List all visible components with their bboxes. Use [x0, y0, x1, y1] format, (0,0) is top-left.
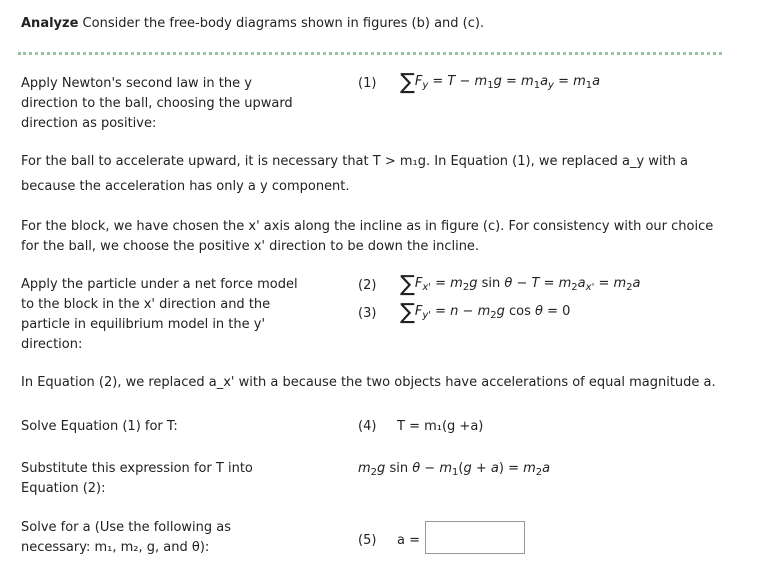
equation-number-1: (1) — [358, 76, 377, 91]
step2-instruction — [21, 275, 298, 355]
substituted-equation: $m_2g$ $\sin \theta - m_1(g + a) = m_2a$ — [358, 461, 551, 478]
dotted-divider — [18, 52, 722, 55]
step3-label: Solve Equation (1) for T: — [21, 419, 178, 434]
heading-text: Consider the free-body diagrams shown in figures (b) and (c). — [82, 16, 485, 31]
step2-line-4: direction: — [21, 337, 83, 352]
equation-number-4: (4) — [358, 419, 377, 434]
para2-line-1: For the block, we have chosen the x' axis along the incline as in figure (c). For consistency with our choice — [21, 219, 714, 234]
step1-line-1: Apply Newton's second law in the y — [21, 76, 252, 91]
para1-line-2: because the acceleration has only a y component. — [21, 179, 350, 194]
equation-3: $\sum F_{y'} = n - m_2g$ cos θ = 0 — [400, 300, 571, 325]
answer-input[interactable] — [425, 521, 525, 554]
step5-instruction — [21, 518, 231, 558]
step4-line-2: Equation (2): — [21, 481, 106, 496]
step1-instruction — [21, 74, 293, 134]
step1-line-3: direction as positive: — [21, 116, 157, 131]
para3-text: In Equation (2), we replaced a_x' with a because the two objects have accelerations of equal magnitude a. — [21, 375, 716, 390]
equation-4: T = m₁(g +a) — [397, 419, 484, 434]
step1-line-2: direction to the ball, choosing the upward — [21, 96, 293, 111]
heading-bold: Analyze — [21, 16, 79, 31]
step5-line-2: necessary: m₁, m₂, g, and θ): — [21, 540, 210, 555]
step4-instruction — [21, 459, 253, 499]
step2-line-3: particle in equilibrium model in the y' — [21, 317, 266, 332]
heading — [21, 14, 484, 34]
step4-line-1: Substitute this expression for T into — [21, 461, 253, 476]
answer-label: a = — [397, 533, 420, 548]
equation-number-5: (5) — [358, 533, 377, 548]
equation-2: $\sum F_{x'} = m_2g$ $\sin \theta - T = m_2a_{x'} = m_2a$ — [400, 272, 641, 297]
step2-line-2: to the block in the x' direction and the — [21, 297, 271, 312]
equation-number-2: (2) — [358, 278, 377, 293]
para2-line-2: for the ball, we choose the positive x' direction to be down the incline. — [21, 239, 480, 254]
para1-line-1: For the ball to accelerate upward, it is necessary that T > m₁g. In Equation (1), we replaced a_y with a — [21, 154, 688, 169]
equation-number-3: (3) — [358, 306, 377, 321]
step2-line-1: Apply the particle under a net force model — [21, 277, 298, 292]
equation-1: $\sum F_y = T - m_1g = m_1a_y = m_1a$ — [400, 70, 601, 95]
step5-line-1: Solve for a (Use the following as — [21, 520, 232, 535]
